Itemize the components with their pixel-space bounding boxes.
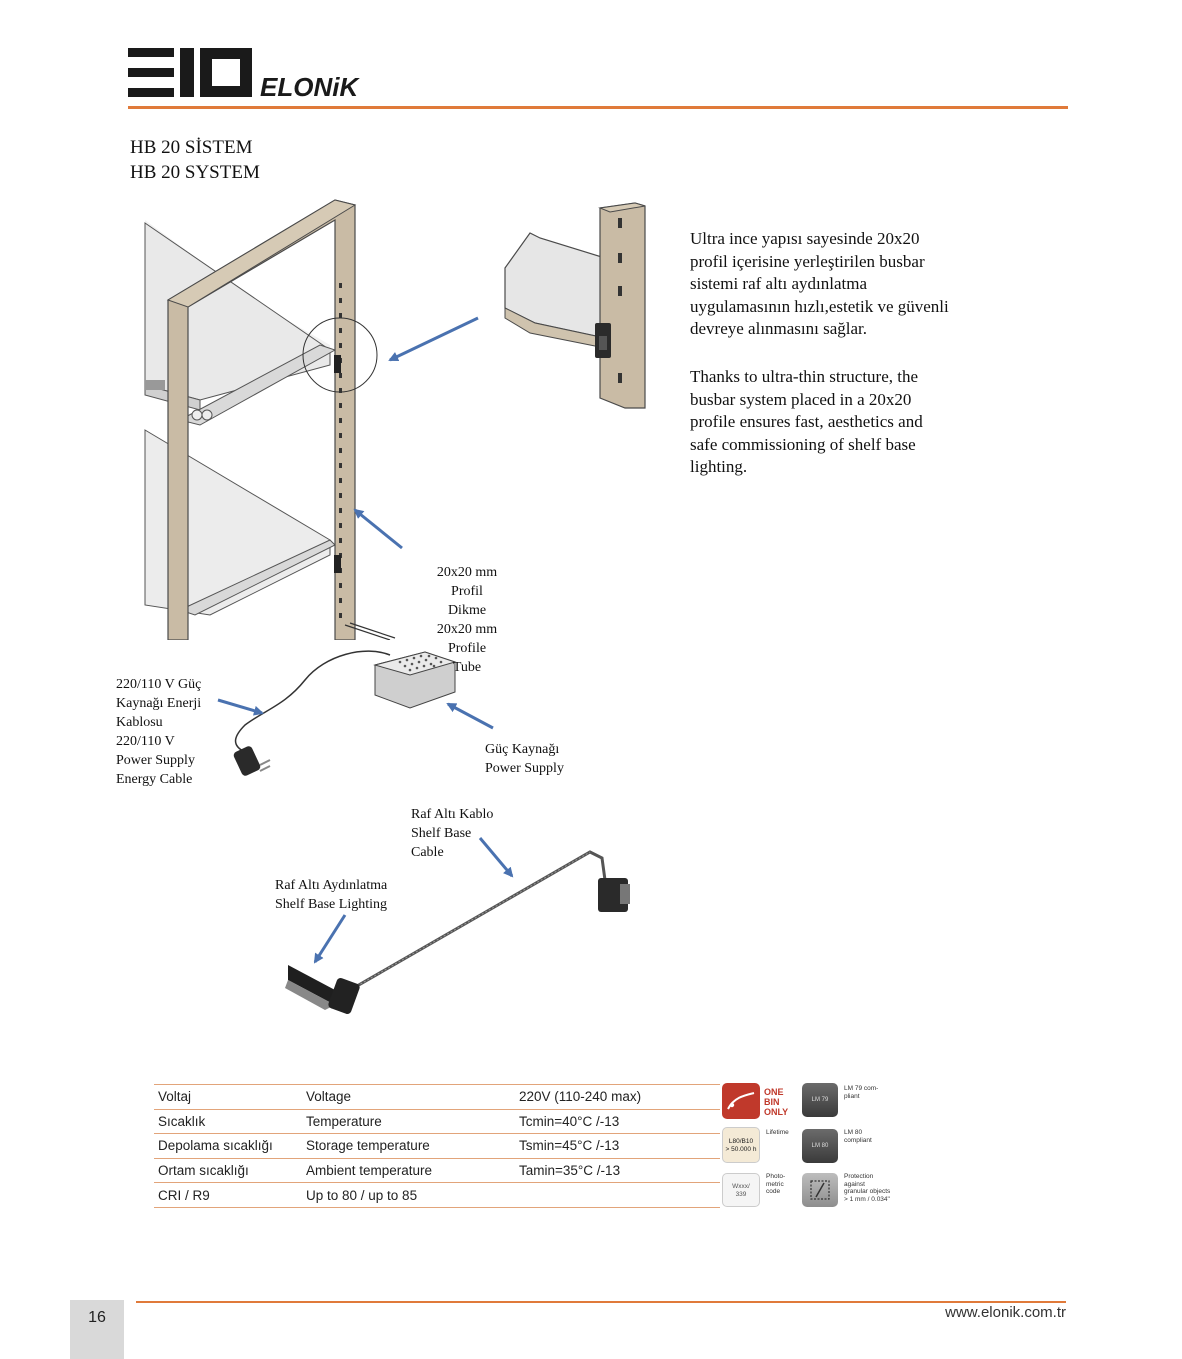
badge-line: L80/B10 <box>728 1138 754 1145</box>
spec-name-tr: CRI / R9 <box>154 1183 302 1208</box>
footer-rule <box>136 1301 1066 1303</box>
label-line: Kablosu <box>116 715 163 730</box>
badge-line: against <box>844 1180 865 1188</box>
table-row <box>154 1085 720 1110</box>
label-line: Dikme <box>447 603 487 618</box>
footer-url: www.elonik.com.tr <box>945 1304 1066 1321</box>
one-bin-only-icon <box>722 1083 760 1119</box>
label-line: Kaynağı Enerji <box>116 696 202 711</box>
label-line: Cable <box>411 845 444 860</box>
spec-name-en: Up to 80 / up to 85 <box>302 1183 515 1208</box>
label-line: Güç Kaynağı <box>485 742 560 757</box>
label-line: 20x20 mm <box>436 565 498 580</box>
label-line: Raf Altı Kablo <box>411 807 494 822</box>
spec-name-tr: Voltaj <box>154 1085 302 1110</box>
table-row <box>154 1158 720 1183</box>
description-en-line: safe commissioning of shelf base <box>690 434 916 454</box>
lifetime-icon <box>722 1127 760 1163</box>
badge-line: code <box>766 1188 781 1195</box>
table-row <box>154 1109 720 1134</box>
description-tr-line: sistemi raf altı aydınlatma <box>690 274 868 293</box>
arrow-power-supply <box>448 704 493 728</box>
badge-line: > 1 mm / 0.034" <box>844 1195 890 1203</box>
description-tr-line: Ultra ince yapısı sayesinde 20x20 <box>690 229 920 248</box>
badge-line: LM 80 <box>844 1129 863 1136</box>
badge-line: > 50.000 h <box>725 1146 757 1153</box>
arrow-shelf-lighting <box>315 915 345 962</box>
spec-name-en: Temperature <box>302 1109 515 1134</box>
label-shelf-cable <box>411 805 493 862</box>
spec-name-tr: Depolama sıcaklığı <box>154 1134 302 1159</box>
badge-line: Wxxx/ <box>732 1183 750 1190</box>
badge-line: 339 <box>735 1191 747 1198</box>
spec-value: Tsmin=45°C /-13 <box>515 1134 720 1159</box>
label-line: Power Supply <box>116 753 195 768</box>
badge-line: granular objects <box>844 1188 891 1195</box>
arrow-energy-cable <box>218 700 262 713</box>
description-en-line: busbar system placed in a 20x20 <box>690 389 912 409</box>
lifetime-label <box>766 1129 789 1137</box>
page-number: 16 <box>88 1309 106 1326</box>
description-en-line: Thanks to ultra-thin structure, the <box>690 367 919 386</box>
spec-name-tr: Sıcaklık <box>154 1109 302 1134</box>
description-tr <box>690 228 1020 341</box>
label-energy-cable <box>116 675 201 789</box>
spec-name-en: Storage temperature <box>302 1134 515 1159</box>
description-tr-line: uygulamasının hızlı,estetik ve güvenli <box>690 296 949 316</box>
spec-table <box>154 1084 720 1208</box>
badges-panel <box>722 1083 902 1208</box>
label-line: Power Supply <box>485 761 564 776</box>
spec-value: 220V (110-240 max) <box>515 1085 720 1110</box>
spec-name-en: Voltage <box>302 1085 515 1110</box>
badge-line: Lifetime <box>766 1129 789 1136</box>
badge-line: ONLY <box>764 1107 789 1117</box>
label-line: Raf Altı Aydınlatma <box>275 878 388 893</box>
label-line: 220/110 V Güç <box>116 677 202 692</box>
spec-value: Tcmin=40°C /-13 <box>515 1109 720 1134</box>
protection-label <box>844 1173 890 1203</box>
title-tr: HB 20 SİSTEM <box>130 137 253 158</box>
description-en <box>690 366 1020 479</box>
spec-name-tr: Ortam sıcaklığı <box>154 1158 302 1183</box>
description-en-line: profile ensures fast, aesthetics and <box>690 412 923 431</box>
spec-value: Tamin=35°C /-13 <box>515 1158 720 1183</box>
badge-line: ONE <box>764 1087 784 1097</box>
label-line: Profile <box>447 641 487 656</box>
label-line: Tube <box>452 660 482 675</box>
lm80-icon: LM 80 <box>802 1129 838 1163</box>
logo-wordmark: ELONiK <box>260 72 359 102</box>
badge-line: BIN <box>764 1097 780 1107</box>
badge-line: LM 79 com- <box>844 1085 879 1092</box>
label-line: Shelf Base <box>411 826 472 841</box>
label-power-supply <box>485 740 564 778</box>
protection-icon <box>802 1173 838 1207</box>
label-line: Profil <box>451 584 483 599</box>
arrow-detail <box>390 318 478 360</box>
arrow-profile <box>355 510 402 548</box>
description-tr-line: profil içerisine yerleştirilen busbar <box>690 251 925 271</box>
lm79-icon: LM 79 <box>802 1083 838 1117</box>
badge-line: pliant <box>844 1092 860 1100</box>
label-profile <box>420 563 514 677</box>
label-line: Shelf Base Lighting <box>275 897 387 912</box>
spec-value <box>515 1183 720 1208</box>
photometric-icon <box>722 1173 760 1207</box>
lm80-label <box>844 1129 872 1144</box>
one-bin-only-label <box>764 1087 788 1117</box>
badge-line: compliant <box>844 1136 872 1144</box>
lm79-label <box>844 1085 878 1100</box>
spec-name-en: Ambient temperature <box>302 1158 515 1183</box>
label-line: 220/110 V <box>116 734 175 749</box>
label-line: Energy Cable <box>116 772 193 787</box>
description-tr-line: devreye alınmasını sağlar. <box>690 319 868 338</box>
photometric-label <box>766 1173 785 1196</box>
label-line: 20x20 mm <box>436 622 498 637</box>
badge-line: metric <box>766 1180 784 1188</box>
label-shelf-lighting <box>275 876 387 914</box>
description-en-line: lighting. <box>690 457 748 476</box>
table-row <box>154 1183 720 1208</box>
badge-line: Protection <box>844 1173 874 1180</box>
badge-line: Photo- <box>766 1173 786 1180</box>
title-en: HB 20 SYSTEM <box>130 162 260 183</box>
table-row <box>154 1134 720 1159</box>
